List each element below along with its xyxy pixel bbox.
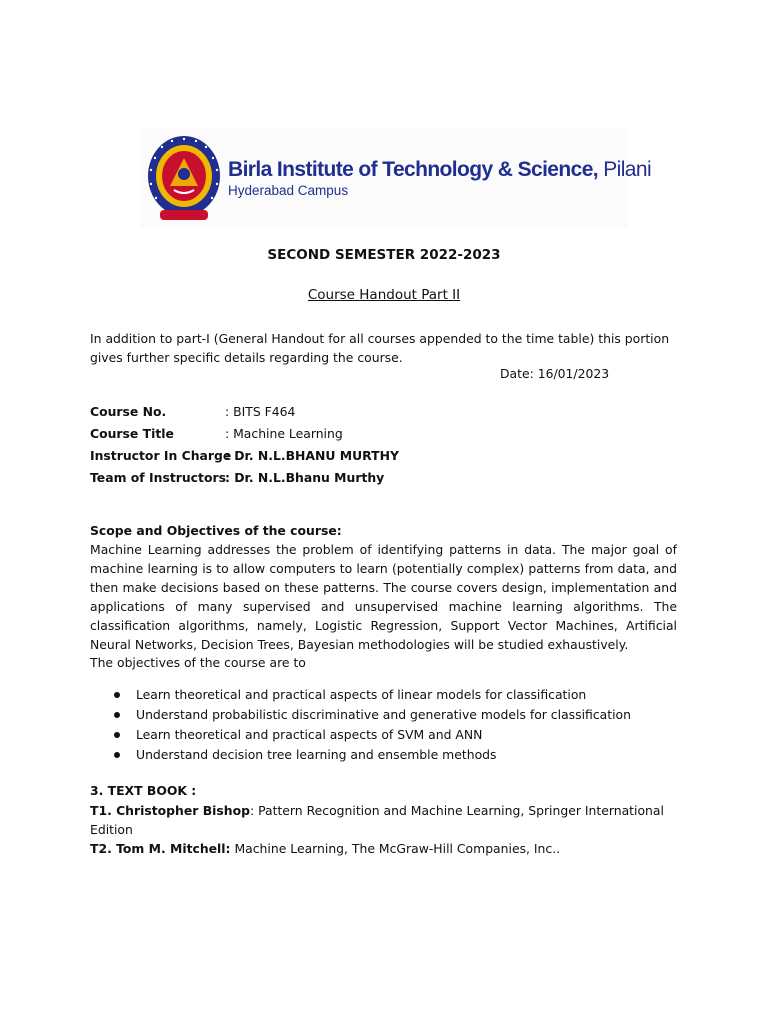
course-title-value: : Machine Learning — [225, 426, 343, 441]
text-book-label: T2. Tom M. Mitchell: — [90, 841, 231, 856]
objective-text: Learn theoretical and practical aspects of linear models for classification — [136, 687, 587, 702]
objective-text: Understand decision tree learning and ensemble methods — [136, 747, 497, 762]
bits-seal-logo — [146, 134, 222, 222]
team-of-instructors-label: Team of Instructors — [90, 470, 226, 485]
institute-name — [228, 158, 651, 182]
team-of-instructors-value: : Dr. N.L.Bhanu Murthy — [225, 470, 385, 485]
bullet-icon — [114, 692, 120, 698]
institute-header — [140, 128, 652, 228]
institute-name-main: Birla Institute of Technology & Science, — [228, 158, 599, 181]
text-book-item — [90, 801, 670, 839]
course-info-row — [90, 423, 399, 445]
intro-paragraph: In addition to part-I (General Handout for all courses appended to the time table) this portion gives further specific details regarding the course. — [90, 331, 670, 365]
scope-paragraph: Machine Learning addresses the problem of identifying patterns in data. The major goal of machine learning is to allow computers to learn (potentially complex) patterns from data, and then make decisions based on these patterns. The course covers design, implementation and applications of many supervised and unsupervised machine learning algorithms. The classification algorithms, namely, Logistic Regression, Support Vector Machines, Artificial Neural Networks, Decision Trees, Bayesian methodologies will be studied exhaustively. — [90, 542, 677, 652]
objective-item — [90, 745, 631, 765]
instructor-in-charge-value: : Dr. N.L.BHANU MURTHY — [225, 448, 399, 463]
objective-text: Learn theoretical and practical aspects of SVM and ANN — [136, 727, 483, 742]
bullet-icon — [114, 732, 120, 738]
bullet-icon — [114, 712, 120, 718]
objectives-intro: The objectives of the course are to — [90, 655, 306, 670]
institute-city: Pilani — [603, 158, 652, 181]
text-book-text: Machine Learning, The McGraw-Hill Companies, Inc.. — [230, 841, 561, 856]
bullet-icon — [114, 752, 120, 758]
objective-item — [90, 725, 631, 745]
text-book-label: T1. Christopher Bishop — [90, 803, 250, 818]
semester-title: SECOND SEMESTER 2022-2023 — [267, 247, 501, 263]
date-text: Date: 16/01/2023 — [500, 366, 610, 381]
institute-campus: Hyderabad Campus — [228, 183, 349, 198]
text-book-item — [90, 839, 670, 858]
handout-title: Course Handout Part II — [307, 287, 461, 303]
course-title-label: Course Title — [90, 426, 174, 441]
instructor-in-charge-label: Instructor In Charge — [90, 448, 232, 463]
course-info-row — [90, 401, 399, 423]
course-info-row — [90, 445, 399, 467]
objective-item — [90, 685, 631, 705]
course-no-label: Course No. — [90, 404, 167, 419]
objective-item — [90, 705, 631, 725]
objectives-list — [90, 685, 631, 765]
scope-heading: Scope and Objectives of the course: — [90, 523, 342, 538]
course-info-table — [90, 401, 399, 489]
course-info-row — [90, 467, 399, 489]
text-book-heading: 3. TEXT BOOK : — [90, 783, 197, 798]
objective-text: Understand probabilistic discriminative and generative models for classification — [136, 707, 631, 722]
course-no-value: : BITS F464 — [225, 404, 296, 419]
text-book-text: : Pattern Recognition and Machine Learning, Springer International Edition — [90, 803, 664, 837]
